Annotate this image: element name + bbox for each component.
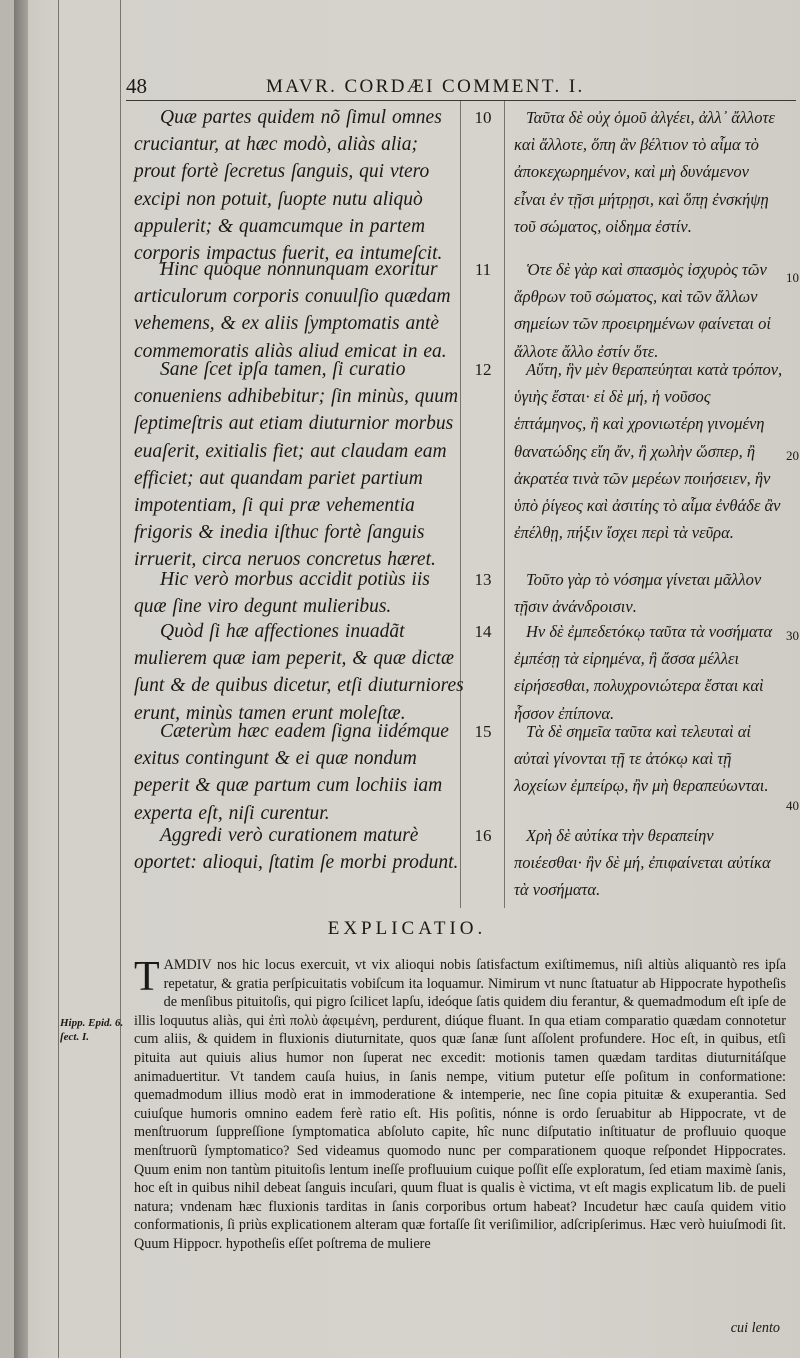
latin-paragraph: Quòd ſi hæ affectiones inuadãt mulierem quæ iam peperit, & quæ dictæ ſunt & de quibus dicetur, etſi diuturniores erunt, minùs tamen erunt moleſtæ. bbox=[134, 621, 464, 724]
latin-paragraph: Hinc quoque nonnunquam exoritur articulorum corporis conuulſio quædam vehemens, & ex aliis ſymptomatis antè commemoratis aliàs aliud emicat in ea. bbox=[134, 259, 451, 362]
explicatio-heading: EXPLICATIO. bbox=[327, 918, 487, 939]
section-number: 11 bbox=[474, 260, 492, 279]
margin-line-number: 10 bbox=[786, 270, 799, 285]
header-rule bbox=[126, 100, 796, 101]
margin-line-number: 30 bbox=[786, 628, 799, 643]
latin-paragraph: Hic verò morbus accidit potiùs iis quæ ſine viro degunt mulieribus. bbox=[134, 569, 430, 618]
running-header bbox=[126, 74, 796, 102]
section-number: 16 bbox=[474, 826, 492, 845]
greek-paragraph: Τοῦτο γὰρ τὸ νόσημα γίνεται μᾶλλον τῇσιν ἀνάνδροισιν. bbox=[514, 570, 762, 617]
page-spine-shadow bbox=[14, 0, 28, 1358]
section-number: 14 bbox=[474, 622, 492, 641]
explicatio-text: AMDIV nos hic locus exercuit, vt vix alioqui nobis ſatisfactum exiſtimemus, niſi altiùs aliquantò res ipſa repetatur, & gratia perſpicuitatis vobiſcum ita loquamur. Nimirum vt nunc ſtatuatur ab Hippocrate hypotheſis de menſibus pituitoſis, qui pigro ſcilicet lapſu, ideóque ſatis quidem diu ferantur, & quemadmodum eſt ipſe de illis loquutus aliàs, qui ἐπὶ πολὺ ἀφειμένη, perdurent, diúque fluant. In qua etiam comparatio quædam connotetur cum aliis, & quidem in fluxionis diuturnitate, quos quæ ſanæ ſunt aſſolent profundere. Hoc eſt, in quibus, etſi pituita aut quiuis alius humor non ſuperat nec excedit: motionis tamen quædam tarditas diuturnitáſque animaduertitur. Vt tandem cauſa huius, in ſanis nempe, vitium putetur eſſe poſitum in conformatione: quemadmodum illius modò erat in immoderatione & intemperie, nec ſine copia pituitæ & exuperantia. Sed cuiuſque humoris omnino eadem ferè ratio eſt. His poſitis, nónne is ordo ſeruabitur ab Hippocrate, vt de menſtruorum ſuppreſſione ſymptomatica abſoluto capite, hîc nunc diſputatio inſtituatur de profluuio quoque menſtruorũ ſymptomatico? Sed videamus quomodo nunc per comparationem quoque reſpondet Hippocrates. Quum enim non tantùm pituitoſis lentum ineſſe profluuium cuique poſſit eſſe exploratum, ſed etiam maximè ſanis, hoc eſt in quibus nihil debeat ſanguis incuſari, quum fluat is qualis è victima, vt eſt magis explicatum lib. de pueli natura; vndenam hæc fluxionis tarditas in ſanis corporibus ortum habeat? Incudetur hæc cauſa quidem vitio conformationis, ſi priùs explicationem alteram quæ fortaſſe ſit veriſimilior, adſcripſerimus. Hæc verò huiuſmodi ſit. Quum Hippocr. hypotheſis eſſet poſtrema de muliere bbox=[134, 957, 786, 1252]
greek-paragraph: Τὰ δὲ σημεῖα ταῦτα καὶ τελευταὶ αἱ αὐταὶ γίνονται τῇ τε ἀτόκῳ καὶ τῇ λοχείων ἐμπείρῳ, ἢν μὴ θεραπεύωνται. bbox=[514, 722, 769, 796]
text-block-rule bbox=[120, 0, 121, 1358]
latin-paragraph: Cæterùm hæc eadem ſigna iidémque exitus contingunt & ei quæ nondum peperit & quæ partum cum lochiis iam experta eſt, niſi curentur. bbox=[134, 721, 449, 824]
column-divider-right bbox=[504, 100, 505, 908]
explicatio-body bbox=[134, 956, 786, 1254]
section-number: 12 bbox=[474, 360, 492, 379]
greek-paragraph: Χρὴ δὲ αὐτίκα τὴν θεραπείην ποιέεσθαι· ἢν δὲ μή, ἐπιφαίνεται αὐτίκα τὰ νοσήματα. bbox=[514, 826, 771, 900]
catchword: cui lento bbox=[730, 1320, 780, 1336]
margin-line-number: 40 bbox=[786, 798, 799, 813]
running-title: MAVR. CORDÆI COMMENT. I. bbox=[266, 76, 585, 97]
latin-paragraph: Sane ſcet ipſa tamen, ſi curatio conueniens adhibebitur; ſin minùs, quum ſeptimeſtris aut etiam diuturnior morbus euaſerit, exitialis fiet; aut claudam eam efficiet; aut quandam pariet partium impotentiam, ſi qui præ vehementia frigoris & inedia iſthuc fortè ſanguis irruerit, circa neruos concretus hæret. bbox=[134, 359, 459, 571]
margin-line-number: 20 bbox=[786, 448, 799, 463]
latin-paragraph: Quæ partes quidem nõ ſimul omnes cruciantur, at hæc modò, aliàs alia; prout fortè ſecretus ſanguis, qui vtero excipi non potuit, ſuopte nutu aliquò appulerit; & quamcumque in partem corporis impactus fuerit, ea intumeſcit. bbox=[134, 107, 443, 265]
drop-cap: T bbox=[134, 954, 160, 1000]
left-margin-rule bbox=[58, 0, 59, 1358]
book-page bbox=[14, 0, 800, 1358]
greek-paragraph: Ταῦτα δὲ οὐχ ὁμοῦ ἀλγέει, ἀλλ᾽ ἄλλοτε καὶ ἄλλοτε, ὅπη ἂν βέλτιον τὸ αἷμα τὸ ἀποκεχωρημένον, καὶ μὴ δυνάμενον εἶναι ἐν τῇσι μήτρῃσι, καὶ ὅπῃ ἐνσκήψῃ τοῦ σώματος, οἰδημα ἐστίν. bbox=[514, 108, 775, 236]
section-number: 15 bbox=[474, 722, 492, 741]
greek-paragraph: Ην δὲ ἐμπεδετόκῳ ταῦτα τὰ νοσήματα ἐμπέσῃ τὰ εἰρημένα, ἢ ἄσσα μέλλει εἰρήσεσθαι, πολυχρονιώτερα ἔσται καὶ ἧσσον ἐπίπονα. bbox=[514, 622, 773, 723]
section-number: 10 bbox=[474, 108, 492, 127]
page-number: 48 bbox=[126, 74, 147, 98]
section-number: 13 bbox=[474, 570, 492, 589]
latin-paragraph: Aggredi verò curationem maturè oportet: alioqui, ſtatim ſe morbi produnt. bbox=[134, 825, 459, 874]
greek-paragraph: Αὕτη, ἣν μὲν θεραπεύηται κατὰ τρόπον, ὑγιὴς ἔσται· εἰ δὲ μή, ἡ νοῦσος ἑπτάμηνος, ἢ καὶ χρονιωτέρη γινομένη θανατώδης εἴη ἄν, ἢ χωλὴν ὥσπερ, ἢ ἀκρατέα τινὰ τῶν μερέων ποιήσειεν, ἣν ὑπὸ ῥίγεος καὶ ἀσιτίης τὸ αἷμα ἐνθάδε ἂν ἐπέλθῃ, πήξιν ἴσχει περὶ τὰ νεῦρα. bbox=[514, 360, 783, 543]
marginal-reference: Hipp. Epid. 6. ſect. I. bbox=[60, 1017, 124, 1043]
greek-paragraph: Ὁτε δὲ γὰρ καὶ σπασμὸς ἰσχυρὸς τῶν ἄρθρων τοῦ σώματος, καὶ τῶν ἄλλων σημείων τῶν προειρημένων φαίνεται οἱ ἄλλοτε ἄλλο ἐστίν ὅτε. bbox=[514, 260, 771, 361]
